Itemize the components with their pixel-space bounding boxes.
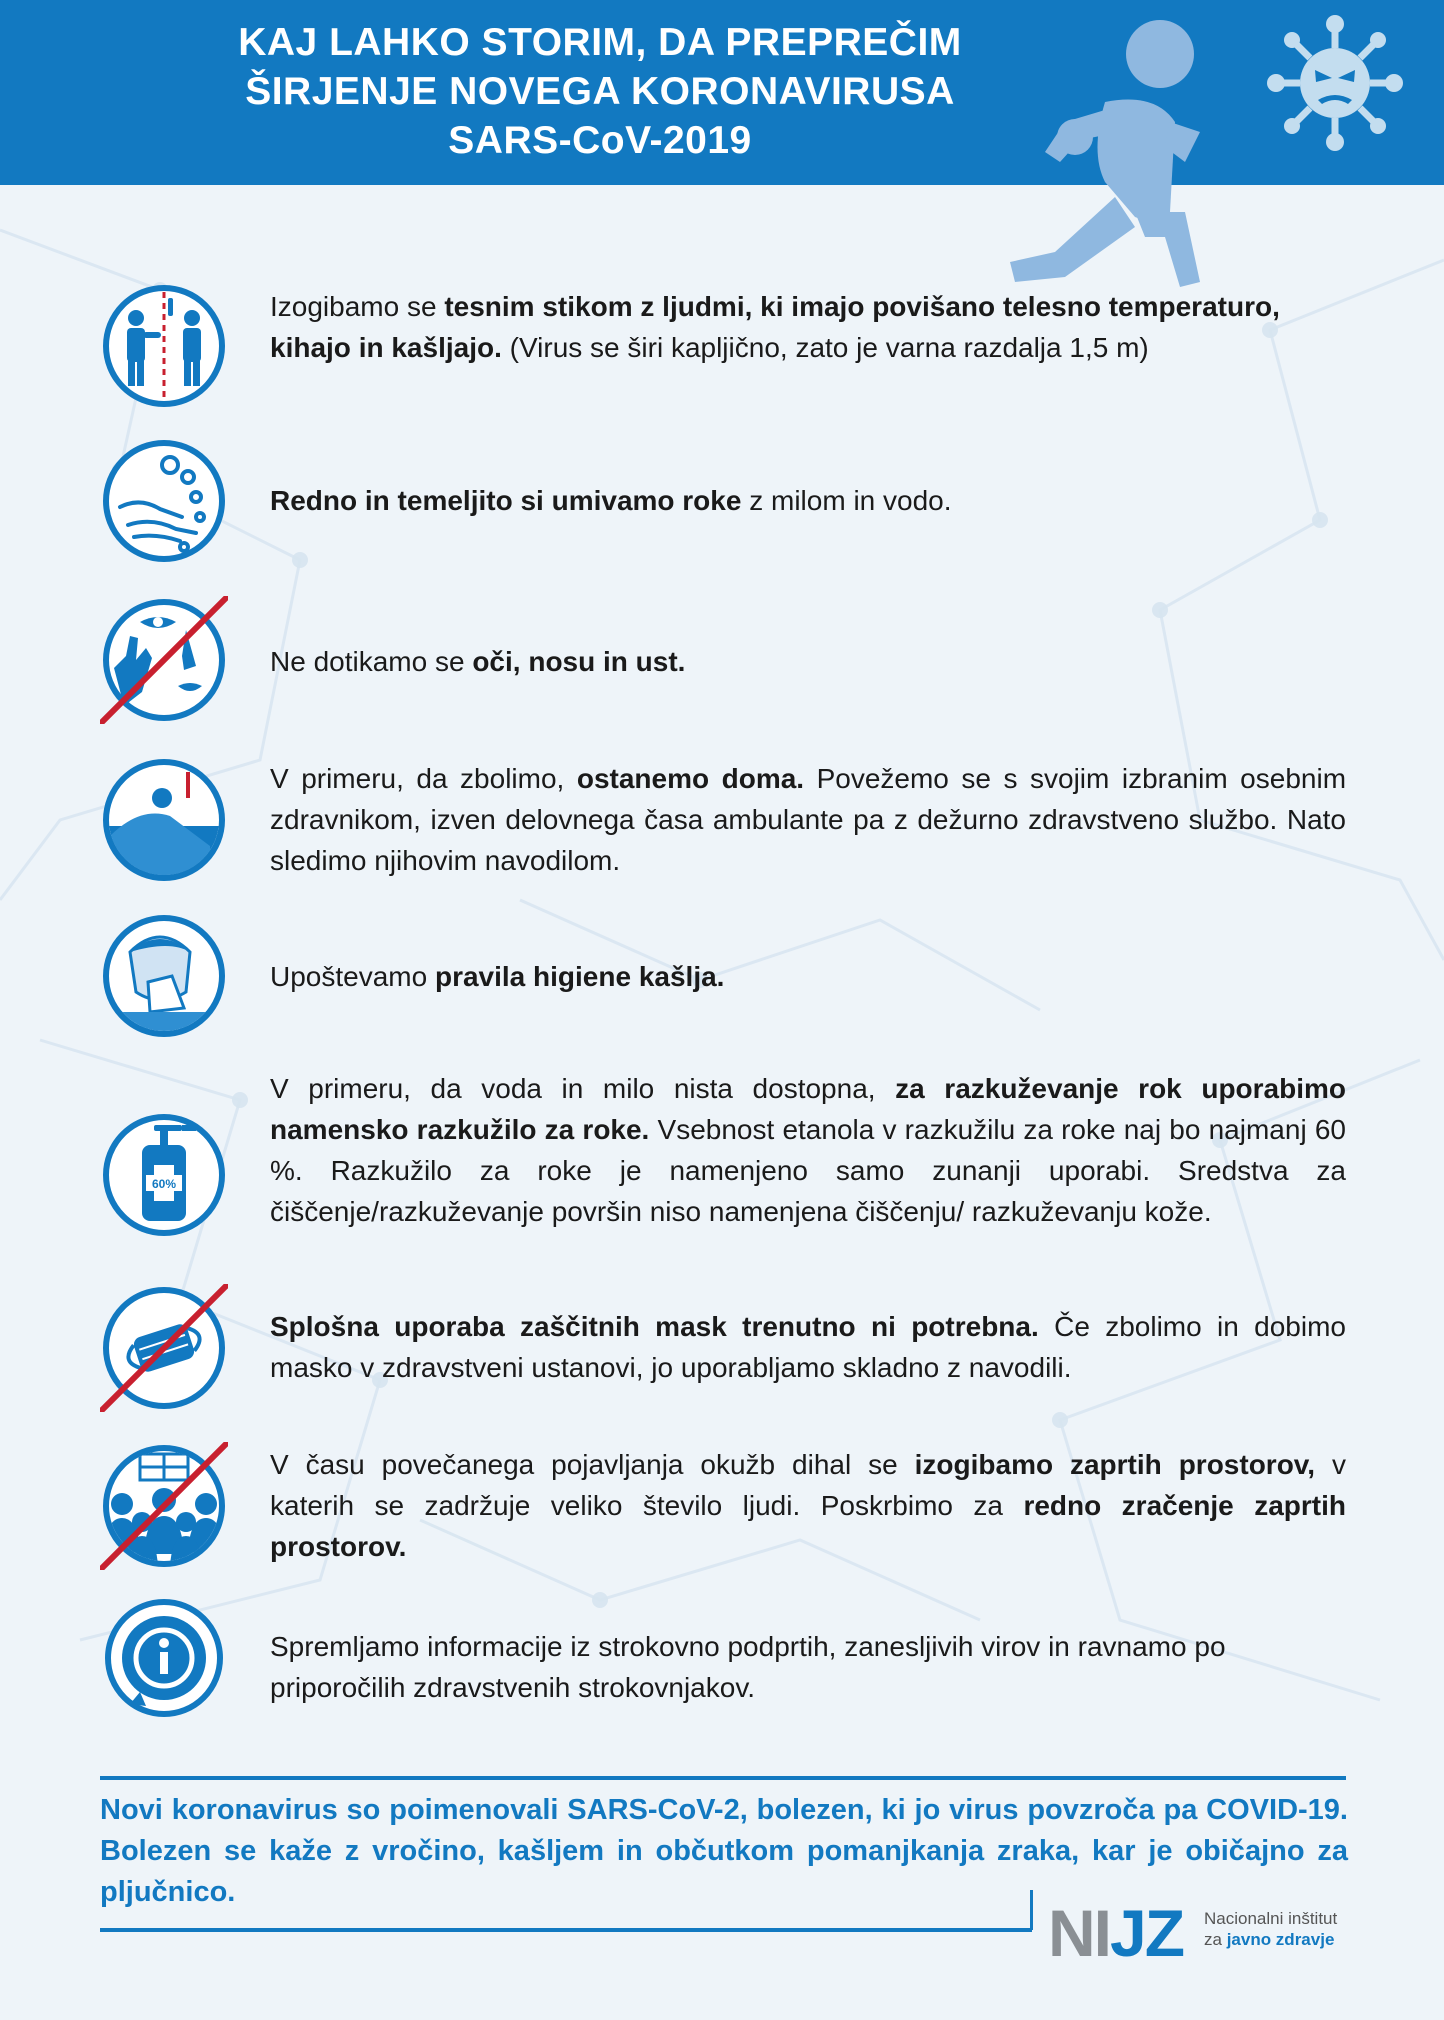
item-sanitizer-emphasis: za razkuževanje rok uporabimo namensko razkužilo za roke. bbox=[270, 1073, 1347, 1145]
item-handwashing-text bbox=[270, 480, 1346, 521]
logo-letter-z: Z bbox=[1144, 1896, 1184, 1970]
item-cough-hygiene-emphasis: pravila higiene kašlja. bbox=[434, 961, 725, 992]
coughing-person-illustration bbox=[985, 12, 1245, 312]
item-distance-lead: Izogibamo se bbox=[270, 291, 445, 322]
item-crowds-emphasis-2: redno zračenje zaprtih prostorov. bbox=[270, 1490, 1346, 1562]
item-crowds-middle: v katerih se zadržuje veliko število ljudi. Poskrbimo za bbox=[270, 1449, 1347, 1521]
distance-icon bbox=[100, 282, 228, 410]
logo-letter-j: J bbox=[1110, 1896, 1145, 1970]
item-cough-hygiene-lead: Upoštevamo bbox=[270, 961, 435, 992]
footer-note: Novi koronavirus so poimenovali SARS-CoV-2, bolezen, ki jo virus povzroča pa COVID-19. Bolezen se kaže z vročino, kašljem in občutkom pomanjkanja zraka, kar je običajno za pljučnico. bbox=[100, 1794, 1348, 1908]
item-mask-emphasis: Splošna uporaba zaščitnih mask trenutno ni potrebna. bbox=[270, 1311, 1039, 1342]
item-handwashing-emphasis: Redno in temeljito si umivamo roke bbox=[270, 485, 742, 516]
virus-icon bbox=[1260, 8, 1410, 158]
item-stay-home-rest: Povežemo se s svojim izbranim osebnim zdravnikom, izven delovnega časa ambulante pa z dežurno zdravstveno službo. Nato sledimo njihovim navodilom. bbox=[270, 763, 1347, 876]
logo-letters-ni: NI bbox=[1048, 1896, 1110, 1970]
item-distance-text bbox=[270, 286, 1346, 368]
item-cough-hygiene-text bbox=[270, 956, 1346, 997]
title-line-3: SARS-CoV-2019 bbox=[448, 119, 752, 162]
item-crowds-emphasis-1: izogibamo zaprtih prostorov, bbox=[914, 1449, 1316, 1480]
no-crowds-icon bbox=[100, 1442, 228, 1570]
item-no-face-touch-lead: Ne dotikamo se bbox=[270, 646, 473, 677]
logo-divider bbox=[1030, 1890, 1033, 1930]
no-face-touch-icon bbox=[100, 596, 228, 724]
cough-hygiene-icon bbox=[100, 912, 228, 1040]
organization-name bbox=[1204, 1908, 1337, 1950]
item-handwashing-rest: z milom in vodo. bbox=[741, 485, 952, 516]
organization-name-line-2b: javno zdravje bbox=[1226, 1930, 1335, 1949]
no-mask-icon bbox=[100, 1284, 228, 1412]
item-stay-home-emphasis: ostanemo doma. bbox=[576, 763, 805, 794]
item-sanitizer-lead: V primeru, da voda in milo nista dostopna, bbox=[270, 1073, 896, 1104]
footer-top-rule bbox=[100, 1776, 1346, 1780]
item-mask-text bbox=[270, 1306, 1346, 1388]
item-crowds-text bbox=[270, 1444, 1346, 1567]
item-distance-emphasis: tesnim stikom z ljudmi, ki imajo povišano telesno temperaturo, kihajo in kašljajo. bbox=[270, 291, 1280, 363]
sick-at-home-icon bbox=[100, 756, 228, 884]
item-information-text bbox=[270, 1626, 1346, 1708]
item-no-face-touch-text bbox=[270, 641, 1346, 682]
item-distance-note: (Virus se širi kapljično, zato je varna razdalja 1,5 m) bbox=[501, 332, 1149, 363]
organization-name-line-2a: za bbox=[1204, 1930, 1227, 1949]
footer-bottom-rule bbox=[100, 1928, 1032, 1932]
item-no-face-touch-emphasis: oči, nosu in ust. bbox=[472, 646, 686, 677]
handwashing-icon bbox=[100, 437, 228, 565]
nijz-logo bbox=[1048, 1896, 1184, 1970]
title-line-2: ŠIRJENJE NOVEGA KORONAVIRUSA bbox=[245, 70, 955, 113]
sanitizer-percent-label: 60% bbox=[151, 1177, 177, 1191]
item-mask-rest: Če zbolimo in dobimo masko v zdravstveni ustanovi, jo uporabljamo skladno z navodili. bbox=[270, 1311, 1346, 1383]
item-information-body: Spremljamo informacije iz strokovno podprtih, zanesljivih virov in ravnamo po priporočilih zdravstvenih strokovnjakov. bbox=[270, 1631, 1226, 1703]
item-stay-home-lead: V primeru, da zbolimo, bbox=[270, 763, 577, 794]
page-title bbox=[150, 18, 1050, 165]
title-line-1: KAJ LAHKO STORIM, DA PREPREČIM bbox=[238, 21, 962, 64]
organization-name-line-1: Nacionalni inštitut bbox=[1204, 1909, 1338, 1928]
item-sanitizer-text bbox=[270, 1068, 1346, 1232]
item-stay-home-text bbox=[270, 758, 1346, 881]
sanitizer-icon bbox=[100, 1111, 228, 1239]
item-sanitizer-rest: Vsebnost etanola v razkužilu za roke naj bo najmanj 60 %. Razkužilo za roke je namenjeno samo zunanji uporabi. Sredstva za čiščenje/razkuževanje površin niso namenjena čiščenju/ razkuževanju kože. bbox=[270, 1114, 1346, 1227]
item-crowds-lead: V času povečanega pojavljanja okužb dihal se bbox=[270, 1449, 915, 1480]
information-icon bbox=[100, 1596, 228, 1724]
